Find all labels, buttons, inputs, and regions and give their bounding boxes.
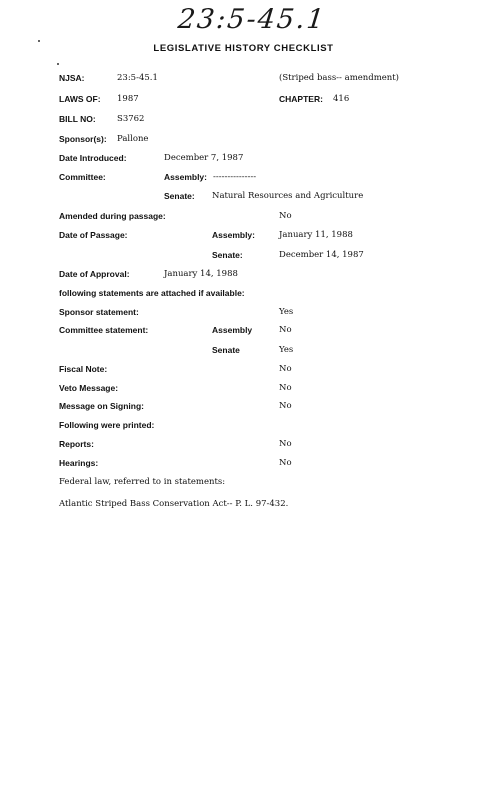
committee-statement-label: Committee statement: [59, 325, 149, 335]
njsa-note: (Striped bass-- amendment) [279, 73, 400, 83]
passage-assembly-label: Assembly: [212, 230, 255, 240]
committee-senate-label: Senate: [164, 191, 195, 201]
committee-assembly-value: --------------- [213, 172, 257, 182]
committee-statement-senate-label: Senate [212, 345, 240, 355]
committee-statement-senate-value: Yes [279, 345, 294, 355]
amended-value: No [279, 211, 292, 221]
amended-label: Amended during passage: [59, 211, 166, 221]
document-title: LEGISLATIVE HISTORY CHECKLIST [153, 43, 334, 54]
fiscal-note-label: Fiscal Note: [59, 364, 108, 374]
passage-senate-value: December 14, 1987 [279, 250, 364, 260]
passage-senate-label: Senate: [212, 250, 243, 260]
reports-label: Reports: [59, 439, 94, 449]
federal-law-label: Federal law, referred to in statements: [59, 477, 226, 487]
statements-header: following statements are attached if available: [59, 288, 245, 298]
federal-law-value: Atlantic Striped Bass Conservation Act-- P. L. 97-432. [59, 499, 289, 509]
speck-mark [38, 40, 40, 42]
laws-label: LAWS OF: [59, 94, 101, 104]
sponsor-statement-value: Yes [279, 307, 294, 317]
speck-mark [57, 63, 59, 65]
committee-statement-assembly-label: Assembly [212, 325, 253, 335]
printed-header: Following were printed: [59, 420, 155, 430]
committee-statement-assembly-value: No [279, 325, 292, 335]
committee-senate-value: Natural Resources and Agriculture [212, 191, 364, 201]
signing-label: Message on Signing: [59, 401, 145, 411]
chapter-value: 416 [333, 94, 350, 104]
hearings-value: No [279, 458, 292, 468]
approval-label: Date of Approval: [59, 269, 130, 279]
passage-label: Date of Passage: [59, 230, 128, 240]
laws-value: 1987 [117, 94, 139, 104]
signing-value: No [279, 401, 292, 411]
hearings-label: Hearings: [59, 458, 99, 468]
sponsor-label: Sponsor(s): [59, 134, 107, 144]
veto-label: Veto Message: [59, 383, 119, 393]
njsa-value: 23:5-45.1 [117, 73, 158, 83]
bill-label: BILL NO: [59, 114, 96, 124]
handwritten-statute-number: 23:5-45.1 [176, 4, 328, 35]
sponsor-statement-label: Sponsor statement: [59, 307, 139, 317]
njsa-label: NJSA: [59, 73, 85, 83]
committee-label: Committee: [59, 172, 106, 182]
approval-value: January 14, 1988 [164, 269, 238, 279]
introduced-label: Date Introduced: [59, 153, 127, 163]
committee-assembly-label: Assembly: [164, 172, 207, 182]
sponsor-value: Pallone [117, 134, 149, 144]
introduced-value: December 7, 1987 [164, 153, 244, 163]
chapter-label: CHAPTER: [279, 94, 323, 104]
bill-value: S3762 [117, 114, 145, 124]
passage-assembly-value: January 11, 1988 [279, 230, 353, 240]
fiscal-note-value: No [279, 364, 292, 374]
veto-value: No [279, 383, 292, 393]
reports-value: No [279, 439, 292, 449]
